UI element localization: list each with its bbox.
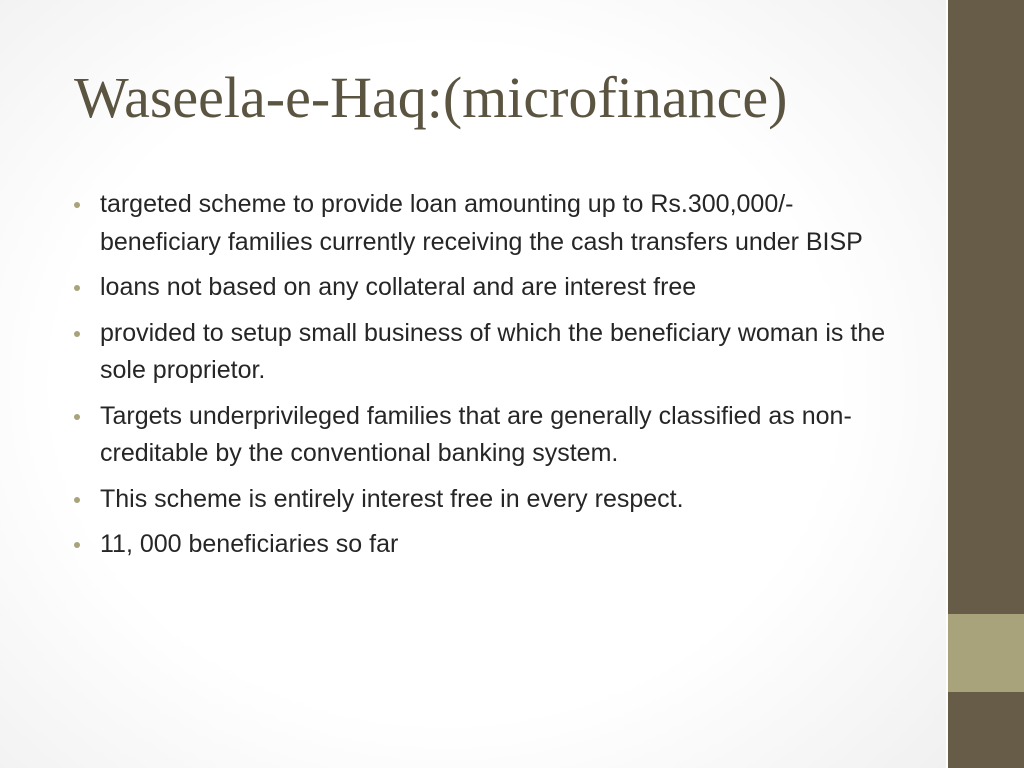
- bullet-text: 11, 000 beneficiaries so far: [100, 530, 399, 558]
- bullet-text: provided to setup small business of which the beneficiary woman is the sole proprietor.: [100, 318, 886, 384]
- bullet-item: [70, 315, 900, 390]
- bullet-item: [70, 398, 900, 473]
- bullet-dot-icon: [74, 285, 80, 291]
- bullet-list: [70, 186, 900, 572]
- side-bar-accent: [948, 614, 1024, 692]
- bullet-dot-icon: [74, 497, 80, 503]
- bullet-item: [70, 481, 900, 519]
- bullet-item: [70, 526, 900, 564]
- bullet-item: [70, 269, 900, 307]
- bullet-dot-icon: [74, 542, 80, 548]
- slide-title: Waseela-e-Haq:(microfinance): [74, 65, 788, 130]
- bullet-text: loans not based on any collateral and are interest free: [100, 273, 697, 301]
- bullet-dot-icon: [74, 414, 80, 420]
- bullet-dot-icon: [74, 202, 80, 208]
- bullet-text: This scheme is entirely interest free in every respect.: [100, 484, 684, 513]
- bullet-text: Targets underprivileged families that are generally classified as non-creditable by the conventional banking system.: [100, 401, 852, 467]
- bullet-dot-icon: [74, 331, 80, 337]
- bullet-item: [70, 186, 900, 261]
- bullet-text: targeted scheme to provide loan amounting up to Rs.300,000/- beneficiary families currently receiving the cash transfers under BISP: [100, 190, 863, 256]
